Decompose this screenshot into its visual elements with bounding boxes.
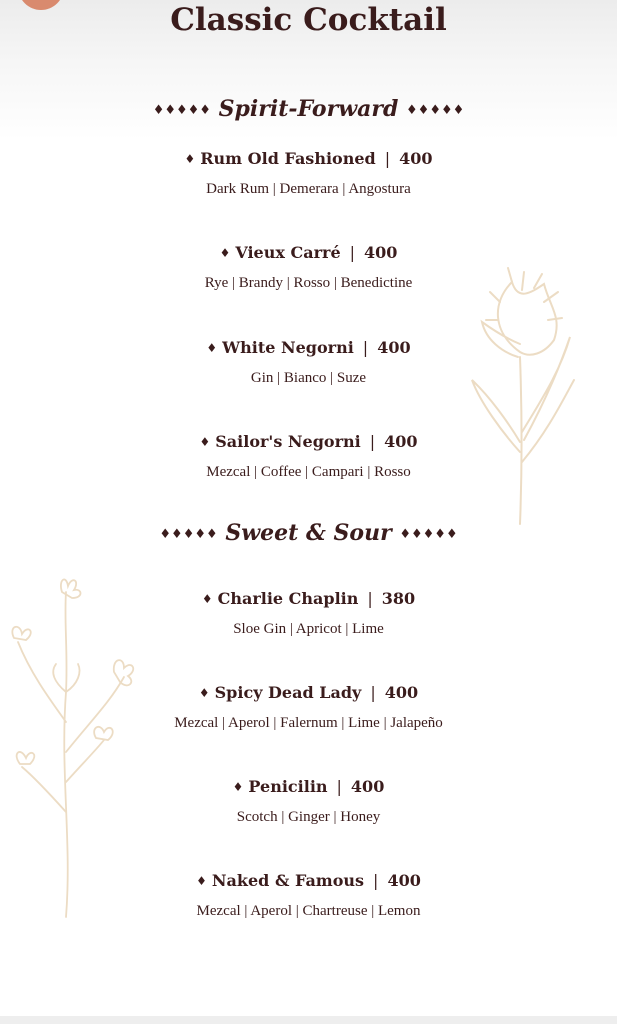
item-name: Penicilin [248,777,328,796]
diamond-icon: ♦ [219,246,231,260]
diamond-icon: ♦ [206,341,218,355]
separator: | [370,683,376,702]
item-name: Naked & Famous [211,871,365,890]
diamond-icon: ♦ [196,874,207,888]
diamond-icon: ♦ [198,686,210,700]
separator: | [336,777,342,796]
separator: | [369,432,376,451]
item-name: Spicy Dead Lady [214,683,362,702]
menu-item [0,431,617,482]
menu-item [0,776,617,827]
item-price: 380 [381,589,416,608]
section-title-sweet-and-sour [0,519,617,549]
flower-illustration-right [462,262,582,532]
item-ingredients: Mezcal | Aperol | Falernum | Lime | Jalapeño [174,715,443,731]
separator: | [349,243,356,262]
item-ingredients: Sloe Gin | Apricot | Lime [233,621,384,637]
item-ingredients: Gin | Bianco | Suze [250,370,367,386]
ornament-left: ♦♦♦♦♦ [159,527,218,542]
item-ingredients: Mezcal | Coffee | Campari | Rosso [206,464,411,480]
menu-item [0,682,617,733]
item-price: 400 [384,683,419,702]
ornament-right: ♦♦♦♦♦ [399,527,458,542]
menu-item [0,588,617,639]
separator: | [373,871,379,890]
menu-item [0,870,617,921]
ornament-left: ♦♦♦♦♦ [152,103,211,118]
item-price: 400 [384,432,418,451]
item-price: 400 [387,871,421,890]
separator: | [362,338,369,357]
item-price: 400 [399,149,433,168]
diamond-icon: ♦ [184,152,196,166]
page-title: Classic Cocktail [170,2,447,38]
ornament-right: ♦♦♦♦♦ [406,103,465,118]
separator: | [367,589,373,608]
item-price: 400 [350,777,385,796]
diamond-icon: ♦ [232,780,244,794]
item-name: Charlie Chaplin [217,589,359,608]
item-ingredients: Scotch | Ginger | Honey [236,809,381,825]
section-label: Sweet & Sour [225,520,392,546]
item-ingredients: Dark Rum | Demerara | Angostura [206,181,411,197]
item-price: 400 [377,338,411,357]
bottom-edge [0,1016,617,1024]
separator: | [384,149,391,168]
item-ingredients: Rye | Brandy | Rosso | Benedictine [204,275,413,291]
section-label: Spirit-Forward [218,96,399,122]
diamond-icon: ♦ [201,592,213,606]
item-ingredients: Mezcal | Aperol | Chartreuse | Lemon [196,903,421,919]
item-name: Sailor's Negorni [215,432,361,451]
item-name: Vieux Carré [235,243,341,262]
diamond-icon: ♦ [199,435,211,449]
menu-item [0,337,617,388]
item-name: White Negorni [222,338,354,357]
item-price: 400 [364,243,398,262]
section-title-spirit-forward [0,95,617,125]
menu-item [0,242,617,293]
menu-item [0,148,617,199]
item-name: Rum Old Fashioned [200,149,376,168]
